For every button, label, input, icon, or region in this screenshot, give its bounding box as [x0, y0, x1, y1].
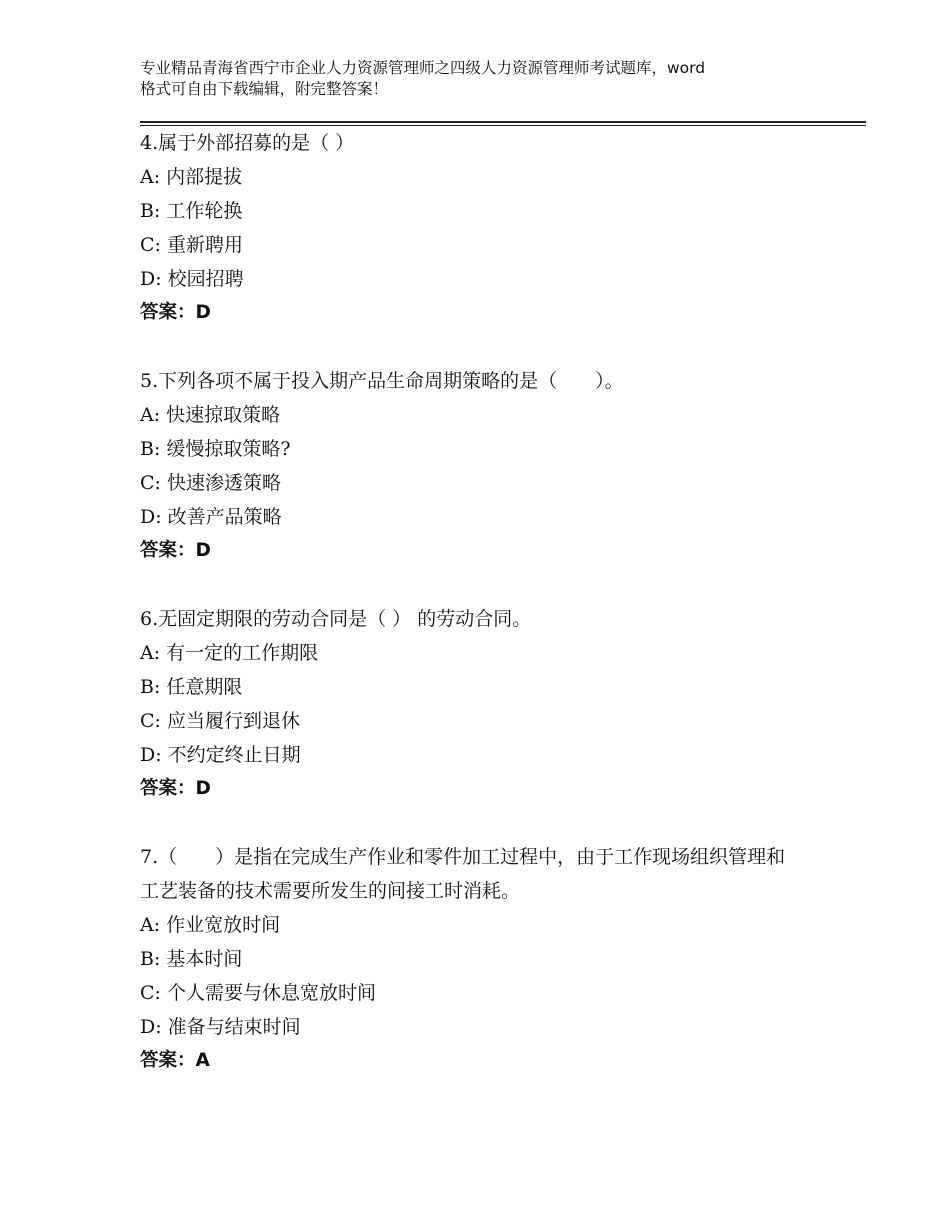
answer-text: 答案：D — [140, 778, 211, 799]
option-c: C: 快速渗透策略 — [140, 472, 281, 494]
option-b: B: 基本时间 — [140, 948, 243, 970]
option-a: A: 有一定的工作期限 — [140, 642, 319, 664]
option-a: A: 内部提拔 — [140, 166, 243, 188]
question-text: 7.（ ）是指在完成生产作业和零件加工过程中，由于工作现场组织管理和工艺装备的技术需要所发生的间接工时消耗。 — [140, 846, 786, 902]
question-list — [140, 126, 840, 1112]
option-c: C: 个人需要与休息宽放时间 — [140, 982, 376, 1004]
option-a: A: 快速掠取策略 — [140, 404, 281, 426]
question-item — [140, 126, 840, 330]
option-d: D: 不约定终止日期 — [140, 744, 301, 766]
answer-text: 答案：D — [140, 540, 211, 561]
option-d: D: 校园招聘 — [140, 268, 244, 290]
option-a: A: 作业宽放时间 — [140, 914, 281, 936]
question-item — [140, 602, 840, 806]
header-divider-top — [140, 121, 866, 123]
header-line-1: 专业精品青海省西宁市企业人力资源管理师之四级人力资源管理师考试题库，word — [140, 59, 706, 77]
option-b: B: 任意期限 — [140, 676, 243, 698]
option-c: C: 应当履行到退休 — [140, 710, 300, 732]
option-d: D: 准备与结束时间 — [140, 1016, 301, 1038]
option-c: C: 重新聘用 — [140, 234, 243, 256]
option-b: B: 工作轮换 — [140, 200, 243, 222]
document-header — [140, 58, 830, 100]
question-text: 4.属于外部招募的是（ ） — [140, 132, 355, 154]
option-d: D: 改善产品策略 — [140, 506, 282, 528]
answer-text: 答案：A — [140, 1050, 210, 1071]
question-text: 5.下列各项不属于投入期产品生命周期策略的是（ ）。 — [140, 370, 624, 392]
option-b: B: 缓慢掠取策略? — [140, 438, 291, 460]
question-text: 6.无固定期限的劳动合同是（ ） 的劳动合同。 — [140, 608, 532, 630]
question-item — [140, 364, 840, 568]
header-line-2: 格式可自由下载编辑，附完整答案！ — [140, 80, 389, 98]
question-item — [140, 840, 840, 1078]
answer-text: 答案：D — [140, 302, 211, 323]
